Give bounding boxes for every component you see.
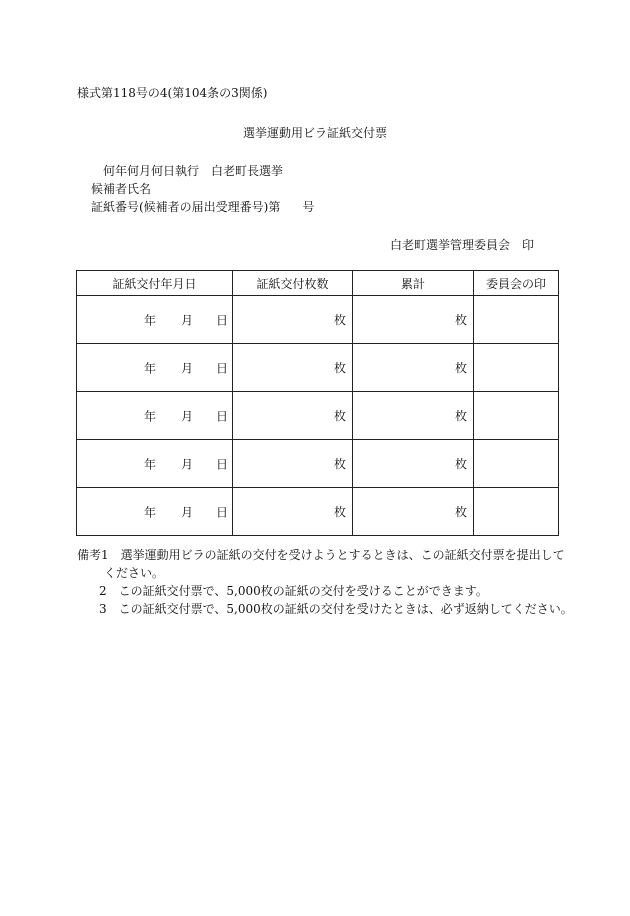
month-label: 月 <box>181 409 194 423</box>
sheet-unit-label: 枚 <box>454 457 467 471</box>
committee-seal-cell[interactable] <box>474 392 559 440</box>
sheet-unit-label: 枚 <box>333 457 346 471</box>
document-title: 選挙運動用ビラ証紙交付票 <box>242 126 387 140</box>
issue-date-cell[interactable] <box>77 488 233 536</box>
cert-number-line <box>91 198 314 215</box>
day-label: 日 <box>216 313 229 327</box>
issue-count-cell[interactable] <box>233 440 353 488</box>
issue-count-cell[interactable] <box>233 488 353 536</box>
committee-seal-line: 白老町選挙管理委員会 印 <box>390 238 535 252</box>
year-label: 年 <box>144 457 157 471</box>
issue-count-cell[interactable] <box>233 392 353 440</box>
sheet-unit-label: 枚 <box>333 409 346 423</box>
issue-count-cell[interactable] <box>233 344 353 392</box>
sheet-unit-label: 枚 <box>454 505 467 519</box>
table-row <box>77 344 559 392</box>
day-label: 日 <box>216 457 229 471</box>
table-row <box>77 296 559 344</box>
table-header-row <box>77 271 559 296</box>
sheet-unit-label: 枚 <box>333 313 346 327</box>
committee-seal-cell[interactable] <box>474 296 559 344</box>
table-row <box>77 488 559 536</box>
committee-seal-cell[interactable] <box>474 488 559 536</box>
day-label: 日 <box>216 505 229 519</box>
issue-count-cell[interactable] <box>233 296 353 344</box>
issue-date-cell[interactable] <box>77 344 233 392</box>
cumulative-cell[interactable] <box>353 392 474 440</box>
table-body <box>77 296 559 536</box>
table-row <box>77 392 559 440</box>
header-issue-date: 証紙交付年月日 <box>77 271 233 296</box>
year-label: 年 <box>144 505 157 519</box>
cert-number-prefix: 証紙番号(候補者の届出受理番号)第 <box>91 200 281 214</box>
header-committee-seal: 委員会の印 <box>474 271 559 296</box>
committee-seal-cell[interactable] <box>474 344 559 392</box>
day-label: 日 <box>216 361 229 375</box>
sheet-unit-label: 枚 <box>454 313 467 327</box>
month-label: 月 <box>181 313 194 327</box>
cumulative-cell[interactable] <box>353 440 474 488</box>
cumulative-cell[interactable] <box>353 344 474 392</box>
sheet-unit-label: 枚 <box>454 409 467 423</box>
election-line: 何年何月何日執行 白老町長選挙 <box>103 164 284 178</box>
year-label: 年 <box>144 313 157 327</box>
note-3: 3 この証紙交付票で、5,000枚の証紙の交付を受けたときは、必ず返納してください。 <box>99 602 573 616</box>
note-1-continued: ください。 <box>104 566 165 580</box>
year-label: 年 <box>144 361 157 375</box>
sheet-unit-label: 枚 <box>333 505 346 519</box>
header-issue-count: 証紙交付枚数 <box>233 271 353 296</box>
cumulative-cell[interactable] <box>353 488 474 536</box>
header-cumulative: 累計 <box>353 271 474 296</box>
candidate-name-label: 候補者氏名 <box>91 182 152 196</box>
sheet-unit-label: 枚 <box>333 361 346 375</box>
committee-seal-cell[interactable] <box>474 440 559 488</box>
certificate-table <box>76 270 559 536</box>
table-row <box>77 440 559 488</box>
cumulative-cell[interactable] <box>353 296 474 344</box>
sheet-unit-label: 枚 <box>454 361 467 375</box>
cert-number-suffix: 号 <box>302 200 315 214</box>
month-label: 月 <box>181 457 194 471</box>
note-1: 備考1 選挙運動用ビラの証紙の交付を受けようとするときは、この証紙交付票を提出して <box>77 548 565 562</box>
issue-date-cell[interactable] <box>77 392 233 440</box>
year-label: 年 <box>144 409 157 423</box>
notes <box>77 546 573 618</box>
note-2: 2 この証紙交付票で、5,000枚の証紙の交付を受けることができます。 <box>99 584 488 598</box>
issue-date-cell[interactable] <box>77 440 233 488</box>
day-label: 日 <box>216 409 229 423</box>
form-number: 様式第118号の4(第104条の3関係) <box>77 86 268 100</box>
month-label: 月 <box>181 505 194 519</box>
issue-date-cell[interactable] <box>77 296 233 344</box>
month-label: 月 <box>181 361 194 375</box>
